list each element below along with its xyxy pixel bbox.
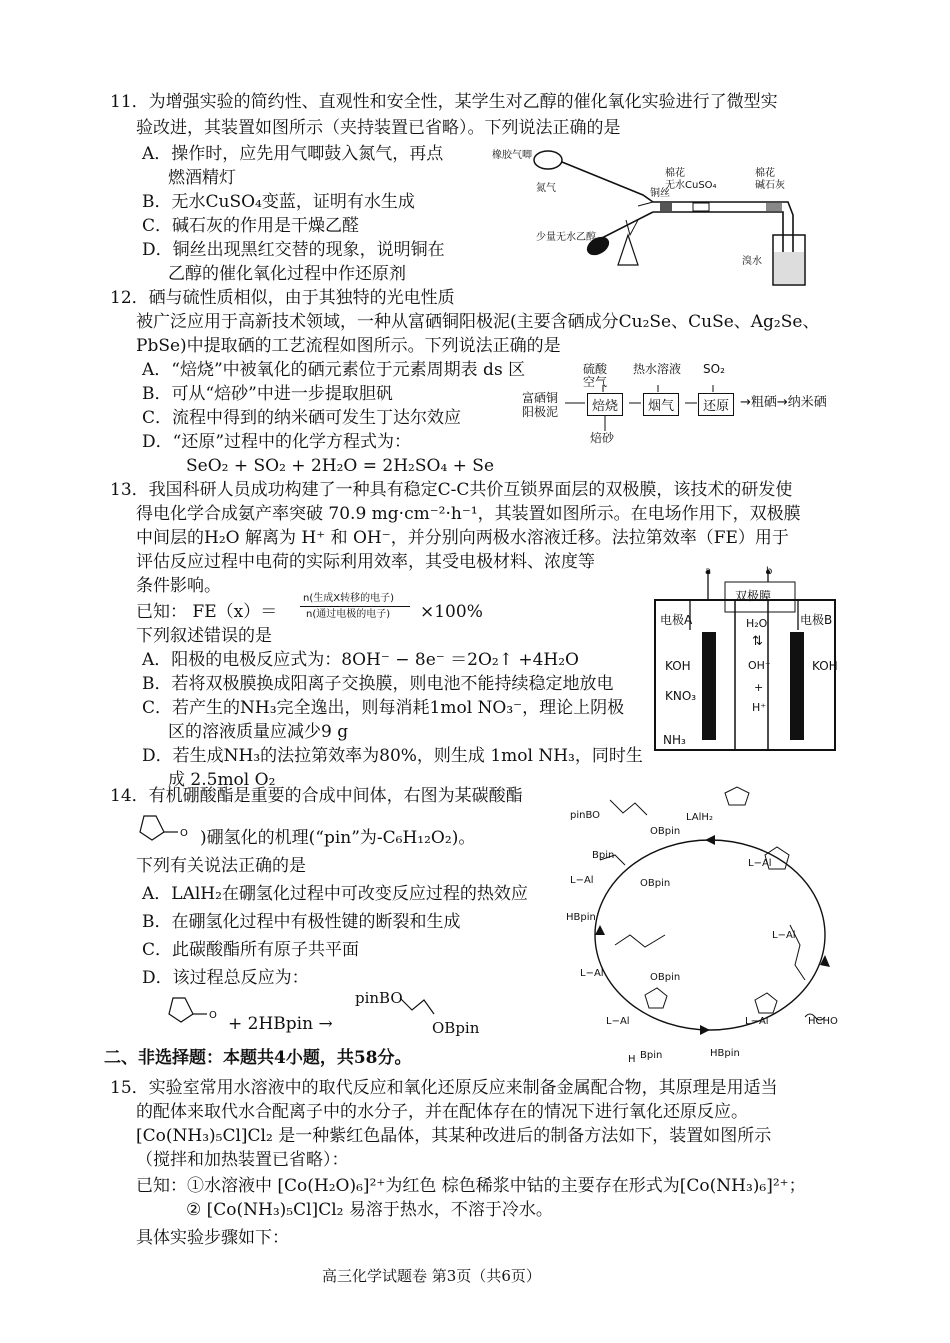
q15-known-1: 已知：①水溶液中 [Co(H₂O)₆]²⁺为红色 棕色稀浆中钴的主要存在形式为[Co(NH₃)₆]²⁺；	[136, 1176, 806, 1196]
q13-fraction-top: n(生成X转移的电子)	[303, 593, 394, 604]
q11-label-cotton1: 棉花	[665, 168, 685, 179]
q12-flow-crude: →粗硒→纳米硒	[740, 395, 827, 410]
q11-label-bulb: 橡胶气唧	[492, 150, 532, 161]
q12-flow-so2: SO₂	[703, 362, 725, 376]
q14-option-c: C．此碳酸酯所有原子共平面	[142, 940, 360, 960]
q14-ask: 下列有关说法正确的是	[136, 856, 306, 876]
q11-label-water: 溴水	[742, 256, 762, 267]
q12-stem-line1: 12．硒与硫性质相似，由于其独特的光电性质	[110, 288, 455, 308]
q13-kno3: KNO₃	[665, 689, 697, 703]
q12-option-a: A．“焙烧”中被氧化的硒元素位于元素周期表 ds 区	[142, 360, 526, 380]
q12-stem-line2: 被广泛应用于高新技术领域，一种从富硒铜阳极泥(主要含硒成分Cu₂Se、CuSe、Ag₂Se、	[136, 312, 820, 332]
q15-stem-line1: 15．实验室常用水溶液中的取代反应和氧化还原反应来制备金属配合物，其原理是用适当	[110, 1078, 778, 1098]
q13-stem-line4: 评估反应过程中电荷的实际利用效率，其受电极材料、浓度等	[136, 552, 595, 572]
q14-product-top: pinBO	[355, 989, 403, 1007]
q14-cycle-top-right: OBpin	[650, 826, 681, 837]
q13-option-a: A．阳极的电极反应式为：8OH⁻ − 8e⁻ ＝2O₂↑ +4H₂O	[142, 650, 579, 670]
q14-stem-line2: )硼氢化的机理(“pin”为-C₆H₁₂O₂)。	[200, 828, 476, 848]
q13-terminal-a: a	[705, 566, 712, 577]
q13-ask: 下列叙述错误的是	[136, 626, 272, 646]
q11-option-a: A．操作时，应先用气唧鼓入氮气，再点	[142, 144, 444, 164]
q11-option-d-cont: 乙醇的催化氧化过程中作还原剂	[168, 264, 406, 284]
q14-cycle-lal-right2: L−Al	[772, 930, 796, 941]
section-2-heading: 二、非选择题：本题共4小题，共58分。	[104, 1048, 412, 1068]
q13-percent: ×100%	[420, 602, 483, 622]
q13-known: 已知： FE（x）＝	[136, 602, 278, 622]
q14-cycle-lalh2: LAlH₂	[686, 812, 713, 823]
q13-h-plus: H⁺	[752, 701, 767, 714]
carbonate-ring-icon-eq	[165, 992, 225, 1032]
q12-flow-roast-box: 焙烧	[587, 393, 623, 416]
q13-stem-line3: 中间层的H₂O 解离为 H⁺ 和 OH⁻，并分别向两极水溶液迁移。法拉第效率（FE）用于	[136, 528, 789, 548]
q12-option-d: D．“还原”过程中的化学方程式为：	[142, 432, 412, 452]
q14-option-b: B．在硼氢化过程中有极性键的断裂和生成	[142, 912, 461, 932]
q11-label-cotton2: 棉花	[755, 168, 775, 179]
carbonate-ring-icon	[136, 810, 196, 850]
q12-flow-acid: 硫酸	[583, 362, 608, 376]
q14-cycle-lal-bottom: L−Al	[606, 1016, 630, 1027]
q13-electrode-a: 电极A	[660, 613, 693, 627]
q13-option-d-cont: 成 2.5mol O₂	[168, 770, 276, 790]
q11-option-c: C．碱石灰的作用是干燥乙醛	[142, 216, 360, 236]
q14-cycle-top-left: pinBO	[570, 810, 601, 821]
q11-stem-line1: 11．为增强实验的简约性、直观性和安全性，某学生对乙醇的催化氧化实验进行了微型实	[110, 92, 778, 112]
q14-cycle-lal-bottom-right: L−Al	[745, 1016, 769, 1027]
q12-flow-hotwater: 热水溶液	[633, 362, 682, 376]
q11-stem-line2: 验改进，其装置如图所示（夹持装置已省略）。下列说法正确的是	[136, 118, 621, 138]
q12-option-b: B．可从“焙砂”中进一步提取胆矾	[142, 384, 393, 404]
q11-label-sodalime: 碱石灰	[755, 180, 785, 191]
q14-cycle-hbpin-bottom: HBpin	[710, 1048, 740, 1059]
q11-option-a-cont: 燃酒精灯	[168, 168, 236, 188]
q13-fraction-bottom: n(通过电极的电子)	[306, 609, 391, 620]
q14-product-bottom: OBpin	[432, 1019, 480, 1037]
q14-cycle-lal-bottom-left: L−Al	[580, 968, 604, 979]
q13-plus: +	[754, 681, 764, 694]
q11-label-n2: 氮气	[536, 183, 556, 194]
q13-h2o: H₂O	[746, 617, 768, 630]
svg-text:O: O	[209, 1010, 217, 1021]
q13-oh: OH⁻	[748, 659, 771, 672]
q13-stem-line2: 得电化学合成氨产率突破 70.9 mg·cm⁻²·h⁻¹，其装置如图所示。在电场作用下，双极膜	[136, 504, 801, 524]
q14-option-d: D．该过程总反应为：	[142, 968, 309, 988]
q11-option-b: B．无水CuSO₄变蓝，证明有水生成	[142, 192, 415, 212]
q14-cycle-obpin-left: OBpin	[640, 878, 671, 889]
q15-stem-line4: （搅拌和加热装置已省略）：	[136, 1150, 349, 1170]
svg-text:O: O	[180, 828, 188, 839]
q14-cycle-h: H	[628, 1054, 636, 1065]
q13-electrode-b: 电极B	[800, 613, 833, 627]
q14-equation-middle: + 2HBpin →	[228, 1014, 333, 1034]
q12-flow-gas-box: 烟气	[643, 393, 679, 416]
q12-flow-feed2: 阳极泥	[522, 405, 559, 419]
q11-label-cu: 铜丝	[650, 188, 670, 199]
q14-cycle-bpin: Bpin	[592, 850, 615, 861]
page-footer: 高三化学试题卷 第3页（共6页）	[322, 1267, 541, 1285]
q13-fraction-bar	[300, 606, 410, 607]
q13-option-b: B．若将双极膜换成阳离子交换膜，则电池不能持续稳定地放电	[142, 674, 614, 694]
q13-option-c-cont: 区的溶液质量应减少9 g	[168, 722, 349, 742]
q13-arrows: ⇅	[752, 634, 763, 649]
q13-stem-line1: 13．我国科研人员成功构建了一种具有稳定C-C共价互锁界面层的双极膜，该技术的研发使	[110, 480, 793, 500]
q13-option-d: D．若生成NH₃的法拉第效率为80%，则生成 1mol NH₃，同时生	[142, 746, 643, 766]
q15-stem-line2: 的配体来取代水合配离子中的水分子，并在配体存在的情况下进行氧化还原反应。	[136, 1102, 748, 1122]
q14-option-a: A．LAlH₂在硼氢化过程中可改变反应过程的热效应	[142, 884, 528, 904]
q11-label-ethanol: 少量无水乙醇	[536, 232, 596, 243]
q14-cycle-lal-left: L−Al	[570, 875, 594, 886]
q12-flow-feed1: 富硒铜	[522, 391, 559, 405]
q14-cycle-hbpin-left: HBpin	[566, 912, 596, 923]
q13-koh-left: KOH	[665, 659, 691, 673]
q12-option-c: C．流程中得到的纳米硒可发生丁达尔效应	[142, 408, 462, 428]
q12-flow-calcine: 焙砂	[590, 431, 615, 445]
q11-label-cuso4: 无水CuSO₄	[665, 180, 717, 191]
q14-cycle-hcho: HCHO	[808, 1016, 838, 1027]
q12-stem-line3: PbSe)中提取硒的工艺流程如图所示。下列说法正确的是	[136, 336, 561, 356]
q15-steps: 具体实验步骤如下：	[136, 1228, 289, 1248]
q14-cycle-lal-right: L−Al	[748, 858, 772, 869]
q13-option-c: C．若产生的NH₃完全逸出，则每消耗1mol NO₃⁻，理论上阴极	[142, 698, 625, 718]
q14-cycle-obpin-bottom: OBpin	[650, 972, 681, 983]
q12-flow-air: 空气	[583, 375, 608, 389]
q13-membrane-label: 双极膜	[735, 589, 772, 603]
q14-cycle-bpin-bottom: Bpin	[640, 1050, 663, 1061]
q12-flow-arrows	[565, 385, 745, 435]
q11-apparatus-figure	[488, 140, 828, 295]
q14-stem-line1: 14．有机硼酸酯是重要的合成中间体，右图为某碳酸酯	[110, 786, 523, 806]
q12-flow-reduce-box: 还原	[698, 393, 734, 416]
q12-equation: SeO₂ + SO₂ + 2H₂O = 2H₂SO₄ + Se	[186, 456, 495, 476]
q11-option-d: D．铜丝出现黑红交替的现象，说明铜在	[142, 240, 445, 260]
q15-known-2: ② [Co(NH₃)₅Cl]Cl₂ 易溶于热水，不溶于冷水。	[186, 1200, 553, 1220]
q13-nh3: NH₃	[663, 733, 686, 747]
q13-koh-right: KOH	[812, 659, 838, 673]
q15-stem-line3: [Co(NH₃)₅Cl]Cl₂ 是一种紫红色晶体，其某种改进后的制备方法如下，装置如图所示	[136, 1126, 772, 1146]
q14-product-chain	[398, 990, 438, 1025]
q13-terminal-b: b	[766, 566, 773, 577]
q13-stem-line5: 条件影响。	[136, 576, 221, 596]
